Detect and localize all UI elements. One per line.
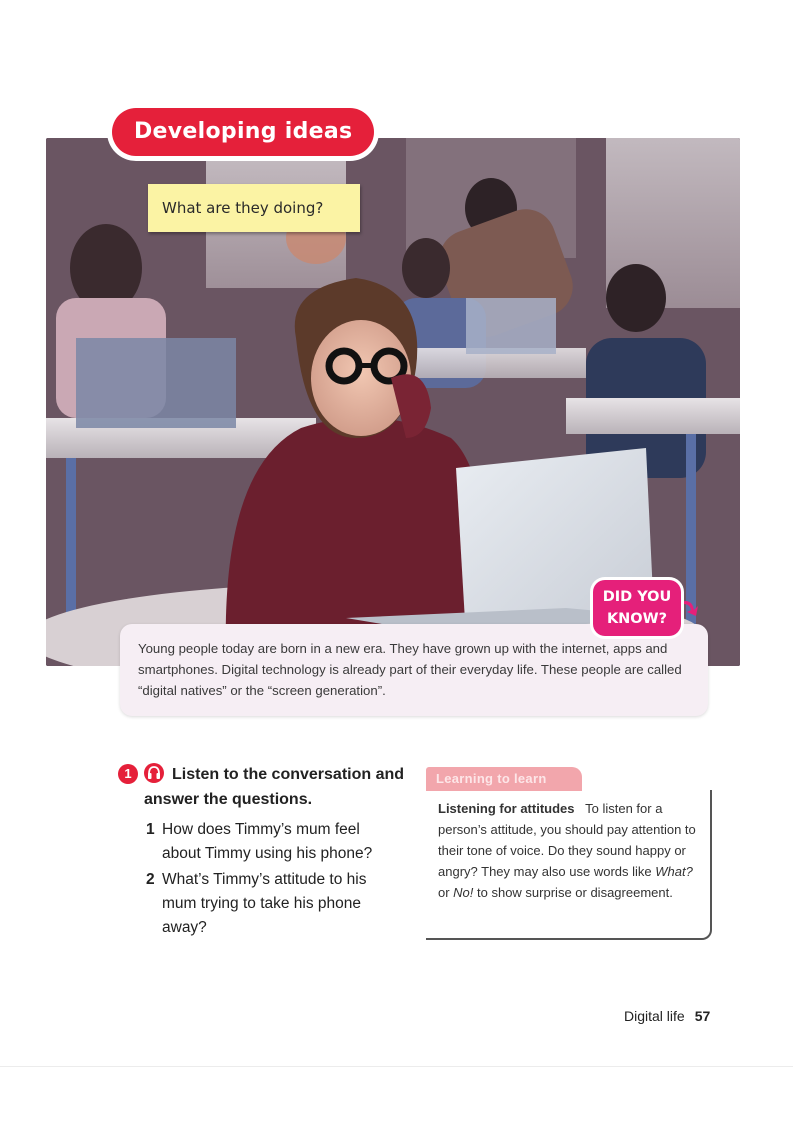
question-1-text: How does Timmy’s mum feel about Timmy using his phone? (162, 821, 373, 862)
exercise-instruction: Listen to the conversation and answer the questions. (144, 766, 405, 808)
did-you-know-badge (593, 580, 681, 636)
learning-box-no: No! (453, 885, 474, 900)
learning-box-body-2: to show surprise or disagreement. (473, 885, 673, 900)
learning-box-or: or (438, 885, 454, 900)
badge-line-1: DID YOU (602, 589, 672, 605)
did-you-know-text: Young people today are born in a new era. They have grown up with the internet, apps and smartphones. Digital technology is already part of their everyday life. These people are called “digital natives” or the “screen generation”. (138, 641, 682, 698)
exercise-number: 1 (118, 764, 138, 784)
did-you-know-box (120, 624, 708, 716)
page-number: 57 (694, 1008, 711, 1024)
question-2-number: 2 (146, 871, 155, 888)
question-2-text: What’s Timmy’s attitude to his mum trying to take his phone away? (162, 871, 367, 936)
badge-arrow-icon (678, 596, 700, 618)
section-title: Developing ideas (112, 108, 374, 156)
learning-box-title: Listening for attitudes (438, 801, 575, 816)
footer-section: Digital life (624, 1008, 685, 1024)
question-1-number: 1 (146, 821, 155, 838)
sticky-note: What are they doing? (148, 184, 360, 232)
learning-box-body-1: To listen for a person’s attitude, you should pay attention to their tone of voice. Do they sound happy or angry? They may also use words like (438, 801, 696, 879)
learning-to-learn-tab: Learning to learn (426, 767, 582, 791)
learning-box-what: What? (655, 864, 693, 879)
learning-to-learn-box (426, 790, 712, 940)
bottom-divider (0, 1066, 793, 1067)
badge-line-2: KNOW? (606, 611, 668, 627)
page-footer (624, 1008, 710, 1024)
